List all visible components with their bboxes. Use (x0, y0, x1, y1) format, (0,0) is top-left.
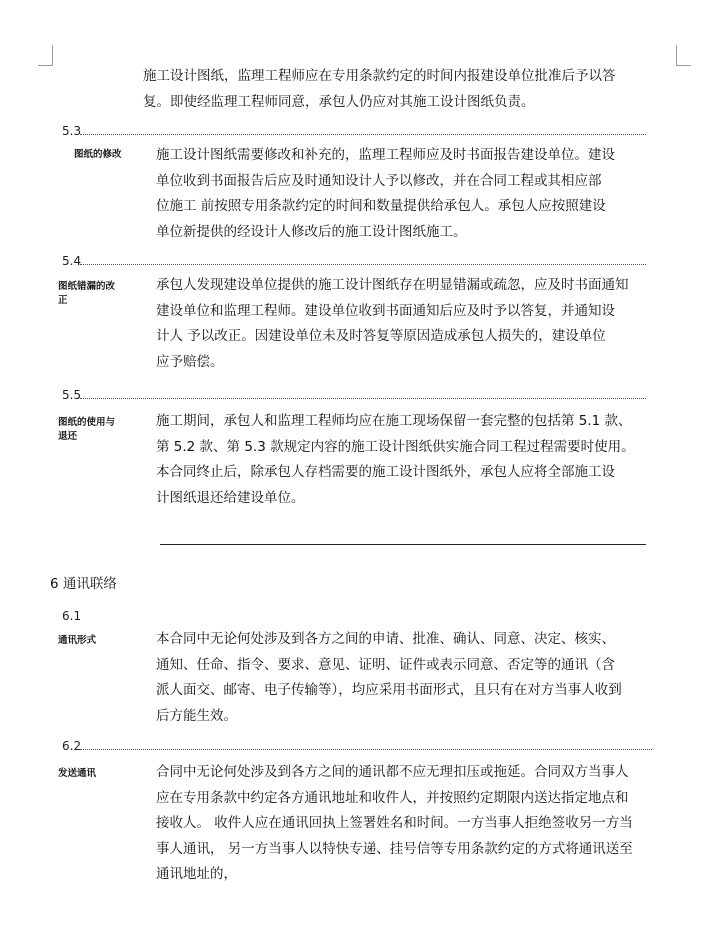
text-line: 计图纸退还给建设单位。 (156, 489, 305, 506)
margin-marker-right (676, 45, 691, 66)
clause-body (156, 273, 629, 375)
section-divider (160, 544, 646, 545)
text-line: 通知、任命、指令、要求、意见、证明、证件或表示同意、否定等的通讯（含 (156, 656, 615, 673)
text-line: 应在专用条款中约定各方通讯地址和收件人，并按照约定期限内送达指定地点和 (156, 789, 629, 806)
text-line: 应予赔偿。 (156, 353, 224, 370)
text-line: 通讯地址的， (156, 866, 237, 882)
text-line: 后方能生效。 (156, 707, 237, 724)
section-heading: 6 通讯联络 (50, 576, 117, 592)
label-line: 退还 (58, 431, 78, 442)
text-line: 本合同终止后，除承包人存档需要的施工设计图纸外，承包人应将全部施工设 (156, 464, 615, 480)
text-line: 位施工 前按照专用条款约定的时间和数量提供给承包人。承包人应按照建设 (156, 198, 606, 214)
text-line: 第 5.2 款、第 5.3 款规定内容的施工设计图纸供实施合同工程过程需要时使用。 (156, 438, 635, 455)
clause-label (74, 148, 122, 162)
margin-marker-left (38, 45, 53, 66)
text-line: 施工设计图纸，监理工程师应在专用条款约定的时间内报建设单位批准后予以答 (143, 68, 616, 84)
text-line: 合同中无论何处涉及到各方之间的通讯都不应无理扣压或拖延。合同双方当事人 (156, 764, 629, 780)
clause-number: 6.1 (62, 609, 82, 623)
label-line: 图纸的修改 (74, 149, 122, 160)
label-line: 图纸错漏的改 (58, 281, 116, 292)
label-line: 通讯形式 (58, 635, 97, 646)
text-line: 复。即使经监理工程师同意，承包人仍应对其施工设计图纸负责。 (143, 93, 535, 110)
dotted-leader (80, 398, 646, 399)
text-line: 本合同中无论何处涉及到各方之间的申请、批准、确认、同意、决定、核实、 (156, 631, 615, 647)
clause-number: 5.3 (62, 124, 82, 138)
text-line: 派人面交、邮寄、电子传输等），均应采用书面形式，且只有在对方当事人收到 (156, 682, 622, 698)
dotted-leader (80, 264, 646, 265)
label-line: 正 (58, 295, 68, 306)
clause-number: 5.4 (62, 254, 82, 268)
dotted-leader (80, 134, 646, 135)
text-line: 接收人。 收件人应在通讯回执上签署姓名和时间。一方当事人拒绝签收另一方当 (156, 815, 633, 831)
clause-number: 5.5 (62, 388, 82, 402)
clause-label (58, 767, 96, 781)
text-line: 单位收到书面报告后应及时通知设计人予以修改，并在合同工程或其相应部 (156, 172, 602, 189)
clause-body (156, 143, 615, 245)
clause-number: 6.2 (62, 739, 82, 753)
clause-body (156, 760, 633, 888)
label-line: 发送通讯 (58, 768, 97, 779)
text-line: 计人 予以改正。因建设单位未及时答复等原因造成承包人损失的，建设单位 (156, 328, 606, 344)
text-line: 承包人发现建设单位提供的施工设计图纸存在明显错漏或疏忽，应及时书面通知 (156, 277, 629, 293)
dotted-leader (80, 749, 652, 750)
text-line: 建设单位和监理工程师。建设单位收到书面通知后应及时予以答复，并通知设 (156, 302, 615, 319)
text-line: 施工设计图纸需要修改和补充的，监理工程师应及时书面报告建设单位。建设 (156, 147, 615, 163)
intro-paragraph (143, 64, 616, 115)
clause-label (58, 416, 115, 444)
clause-label (58, 280, 115, 308)
clause-label (58, 634, 96, 648)
text-line: 单位新提供的经设计人修改后的施工设计图纸施工。 (156, 223, 467, 240)
clause-body (156, 409, 635, 511)
text-line: 事人通讯， 另一方当事人以特快专递、挂号信等专用条款约定的方式将通讯送至 (156, 840, 633, 857)
label-line: 图纸的使用与 (58, 417, 116, 428)
text-line: 施工期间，承包人和监理工程师均应在施工现场保留一套完整的包括第 5.1 款、 (156, 413, 632, 429)
clause-body (156, 627, 622, 729)
